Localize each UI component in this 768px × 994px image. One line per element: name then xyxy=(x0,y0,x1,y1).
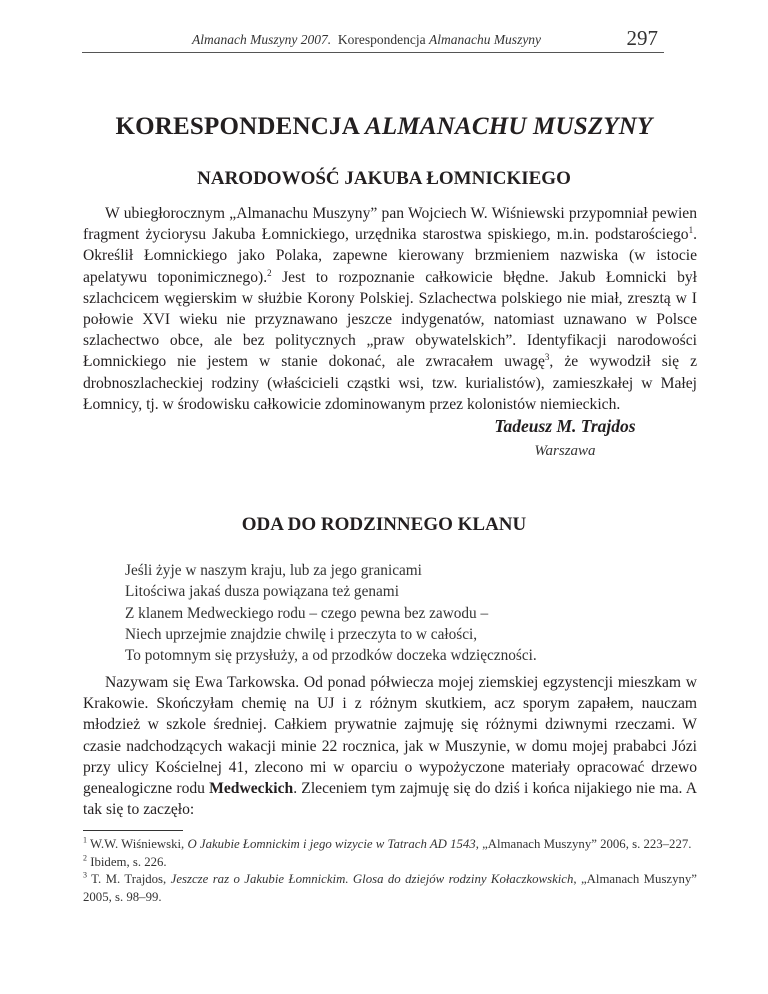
text-run: . Określił Łomnickiego jako Polaka, zapewne kierowany brzmieniem nazwiska (w istocie apelatywu toponimicznego). xyxy=(83,226,697,286)
page-number: 297 xyxy=(626,26,658,50)
footnote-number: 1 xyxy=(83,835,87,845)
footnote-number: 2 xyxy=(83,853,87,863)
journal-name: Almanach Muszyny 2007. xyxy=(192,32,332,47)
title-plain: KORESPONDENCJA xyxy=(115,113,359,140)
footnote-ref-3[interactable]: 3 xyxy=(544,352,550,363)
page-title xyxy=(0,113,768,141)
article1-paragraph xyxy=(83,203,697,415)
footnote-ref-1[interactable]: 1 xyxy=(688,225,694,236)
title-italic: ALMANACHU MUSZYNY xyxy=(365,113,653,140)
text-run: Ibidem, s. 226. xyxy=(87,854,167,869)
footnote-ref-2[interactable]: 2 xyxy=(267,267,272,278)
author-city: Warszawa xyxy=(534,443,596,459)
author-name: Tadeusz M. Trajdos xyxy=(494,416,636,436)
running-header-title xyxy=(192,32,541,48)
footnote-separator xyxy=(83,830,183,831)
poem-line: Niech uprzejmie znajdzie chwilę i przeczyta to w całości, xyxy=(125,625,478,643)
running-header xyxy=(82,24,664,53)
poem-line: To potomnym się przysłuży, a od przodków doczeka wdzięczności. xyxy=(125,647,537,665)
text-run: . Zleceniem tym zajmuję się do dziś i końca nijakiego nie ma. A tak się to zaczęło: xyxy=(83,780,697,819)
family-name-bold: Medweckich xyxy=(209,780,294,798)
article1-body xyxy=(83,203,697,415)
poem-line: Z klanem Medweckiego rodu – czego pewna bez zawodu – xyxy=(125,604,489,622)
text-run: , że wywodził się z drobnoszlacheckiej rodziny (właścicieli cząstki wsi, tzw. kurialistów), zamieszkałej w Małej Łomnicy, tj. w środowisku całkowicie zdominowanym przez kolonistów niemieckich. xyxy=(83,353,698,413)
author-block xyxy=(430,416,700,460)
text-run: W ubiegłorocznym „Almanachu Muszyny” pan Wojciech W. Wiśniewski przypomniał pewien fragment życiorysu Jakuba Łomnickiego, urzędnika starostwa spiskiego, m.in. podstarościego xyxy=(83,205,697,244)
footnote-2 xyxy=(83,854,697,872)
footnotes xyxy=(83,836,697,906)
text-run: T. M. Trajdos, xyxy=(87,872,171,886)
footnote-title: Jeszcze raz o Jakubie Łomnickim. Glosa do dziejów rodziny Kołaczkowskich xyxy=(170,872,574,886)
text-run: , „Almanach Muszyny” 2005, s. 98–99. xyxy=(83,872,697,904)
footnote-1 xyxy=(83,836,697,854)
poem-line: Jeśli żyje w naszym kraju, lub za jego granicami xyxy=(125,562,422,579)
section-name: Korespondencja xyxy=(337,32,426,47)
article2-paragraph xyxy=(83,672,697,820)
text-run: W.W. Wiśniewski, xyxy=(87,837,188,851)
article2-heading: ODA DO RODZINNEGO KLANU xyxy=(241,514,527,535)
footnote-3 xyxy=(83,871,697,906)
article1-heading: NARODOWOŚĆ JAKUBA ŁOMNICKIEGO xyxy=(197,168,571,189)
text-run: Jest to rozpoznanie całkowicie błędne. Jakub Łomnicki był szlachcicem węgierskim w służbie Korony Polskiej. Szlachectwa polskiego nie miał, zresztą w I połowie XVI wieku nie przyznawano jeszcze indygenatów, natomiast uznawano w Polsce szlachectwo obce, ale bez politycznych „praw obywatelskich”. Identyfikacji narodowości Łomnickiego nie jestem w stanie dokonać, ale zwracałem uwagę xyxy=(83,268,697,371)
footnote-number: 3 xyxy=(83,870,87,880)
poem xyxy=(125,560,537,666)
poem-line: Litościwa jakaś dusza powiązana też genami xyxy=(125,583,399,601)
article2-body xyxy=(83,672,697,820)
text-run: Nazywam się Ewa Tarkowska. Od ponad półwiecza mojej ziemskiej egzystencji mieszkam w Krakowie. Skończyłam chemię na UJ i z różnym skutkiem, acz sporym zapałem, nauczam młodzież w szkole średniej. Całkiem prywatnie zajmuję się różnymi dziwnymi rzeczami. W czasie nadchodzących wakacji minie 22 rocznica, jak w Muszynie, w domu mojej prababci Józi przy ulicy Kościelnej 41, zlecono mi w oparciu o wypożyczone materiały opracować drzewo genealogiczne rodu xyxy=(83,674,697,798)
footnote-title: O Jakubie Łomnickim i jego wizycie w Tatrach AD 1543 xyxy=(187,837,476,851)
text-run: , „Almanach Muszyny” 2006, s. 223–227. xyxy=(475,837,692,851)
section-name-italic: Almanachu Muszyny xyxy=(428,32,542,47)
